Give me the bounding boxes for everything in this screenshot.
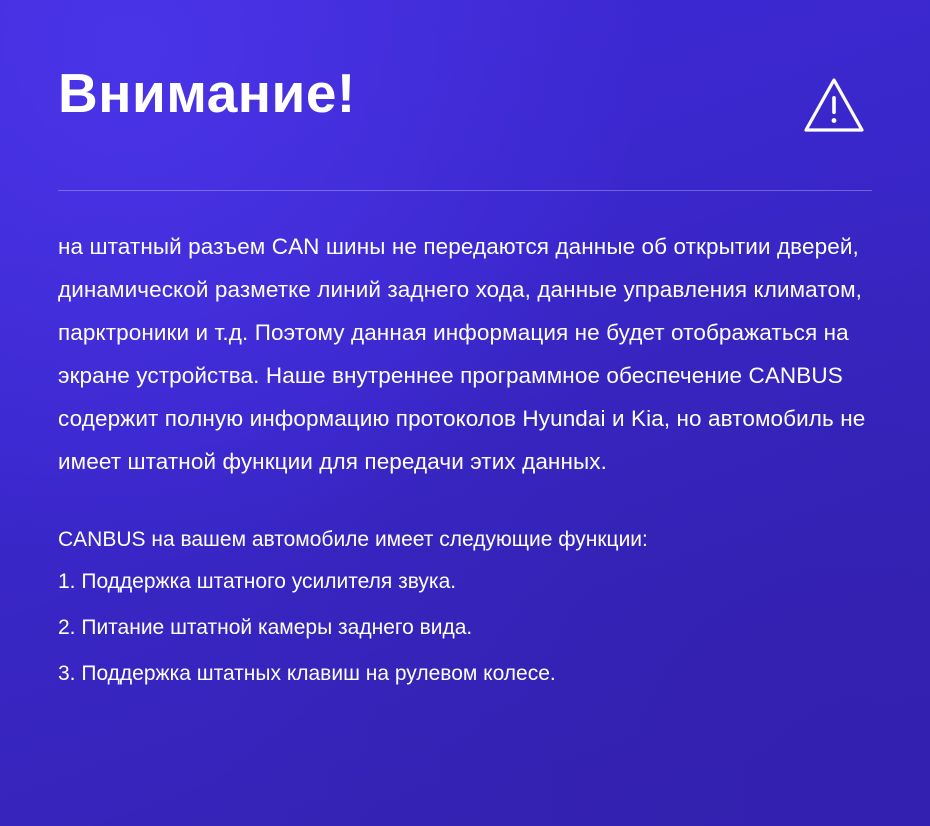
list-item: 3. Поддержка штатных клавиш на рулевом колесе. bbox=[58, 662, 556, 685]
header-divider bbox=[58, 190, 872, 191]
features-section bbox=[58, 521, 872, 697]
page-title: Внимание! bbox=[58, 62, 356, 124]
warning-triangle-icon bbox=[802, 74, 866, 138]
feature-list bbox=[58, 559, 872, 697]
body-paragraph: на штатный разъем CAN шины не передаются данные об открытии дверей, динамической разметке линий заднего хода, данные управления климатом, парктроники и т.д. Поэтому данная информация не будет отображаться на экране устройства. Наше внутреннее программное обеспечение CANBUS содержит полную информацию протоколов Hyundai и Kia, но автомобиль не имеет штатной функции для передачи этих данных. bbox=[58, 234, 866, 474]
list-item: 2. Питание штатной камеры заднего вида. bbox=[58, 616, 473, 639]
poster-header bbox=[58, 60, 872, 138]
list-item: 1. Поддержка штатного усилителя звука. bbox=[58, 570, 457, 593]
features-intro: CANBUS на вашем автомобиле имеет следующие функции: bbox=[58, 528, 648, 551]
